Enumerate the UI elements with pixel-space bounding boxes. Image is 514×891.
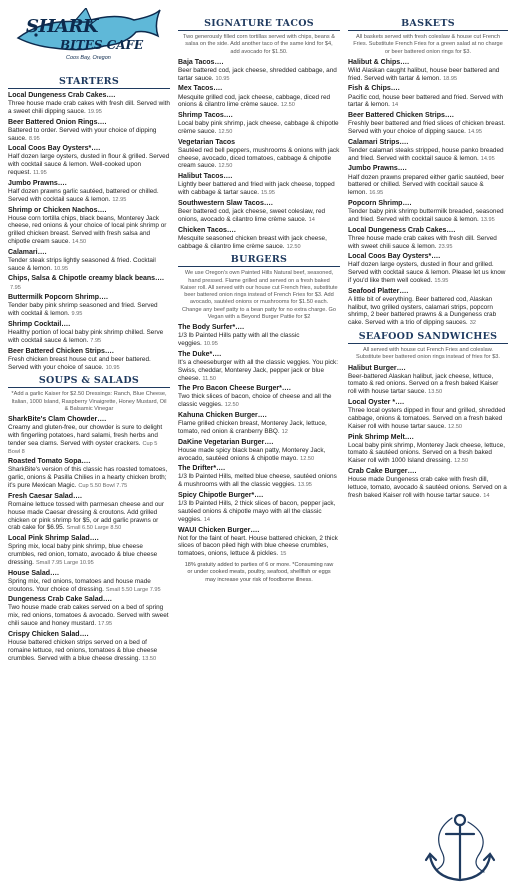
menu-item-price: Small 5.50 Large 7.95: [105, 586, 161, 593]
menu-item-description-text: Healthy portion of local baby pink shrimp chilled. Serve with cocktail sauce & lemon.: [8, 329, 164, 344]
menu-item-description-text: 1/3 lb Painted Hills patty with all the classic veggies.: [178, 332, 300, 348]
menu-item-name: Spicy Chipotle Burger*….: [178, 492, 264, 500]
menu-item: [348, 200, 508, 224]
menu-item-name: Crispy Chicken Salad….: [8, 630, 89, 638]
menu-item-description: [8, 215, 170, 246]
menu-item-description: [178, 393, 340, 409]
menu-item: [8, 493, 170, 532]
menu-item-description: [348, 261, 508, 284]
menu-item-name: Southwestern Slaw Tacos….: [178, 199, 273, 207]
menu-item-description-text: Local baby pink shrimp, Monterey Jack cheese, lettuce, tomato & sautéed onions. Served on a fresh baked Kaiser roll with 1000 Island dressing.: [348, 441, 506, 465]
menu-item-price: 7.95: [10, 284, 21, 291]
sandwiches-heading: SEAFOOD SANDWICHES: [348, 331, 508, 344]
menu-item-price: 32: [469, 320, 476, 327]
menu-item-description: [348, 94, 508, 110]
menu-item: [348, 165, 508, 196]
menu-item: [348, 288, 508, 327]
menu-item-description-text: 1/3 lb Painted Hills, 2 thick slices of bacon, pepper jack, sautéed onions & chipotle mayo with all the classic veggies.: [178, 500, 336, 523]
menu-item: [178, 200, 340, 224]
menu-item-description: [348, 120, 508, 136]
menu-item-description-text: Spring mix, local baby pink shrimp, blue cheese crumbles, red onion, tomato, avocado & blue cheese dressing.: [8, 543, 158, 566]
menu-item: [348, 434, 508, 465]
menu-item-description: [178, 67, 340, 83]
menu-item-price: Small 6.50 Large 8.50: [66, 525, 122, 532]
menu-item-description-text: Not for the faint of heart. House battered chicken, 2 thick slices of bacon piled high with blue cheese crumbles, tomatoes, onions, lettuce & pickles.: [178, 534, 338, 558]
menu-item-name: Seafood Platter….: [348, 287, 409, 295]
menu-item-description-text: Romaine lettuce tossed with parmesan cheese and our house made Caesar dressing & croutons. Add grilled chicken or pink shrimp for $5, or add garlic prawns or crab cake for $6.95.: [8, 500, 164, 532]
menu-item-description: [8, 153, 170, 176]
menu-item: [178, 139, 340, 170]
menu-item: [348, 139, 508, 163]
menu-item-price: 14: [483, 492, 490, 499]
menu-item-price: Small 7.95 Large 10.95: [35, 559, 94, 566]
menu-item-name: WAUI Chicken Burger….: [178, 526, 260, 534]
menu-item-price: 12.50: [218, 163, 233, 170]
menu-item-description-text: SharkBite's version of this classic has roasted tomatoes, garlic, onions & Pasilla Chilies in a hearty chicken broth; it's pure Mexican Magic.: [8, 466, 168, 490]
column-right: [348, 8, 508, 503]
logo-subtitle: BITES CAFE: [60, 38, 144, 52]
menu-item-name: Calamari….: [8, 248, 47, 256]
menu-item-description: [8, 639, 170, 662]
menu-item-description: [178, 332, 340, 348]
menu-item-description: [348, 296, 508, 327]
menu-item: [8, 119, 170, 143]
baskets-list: [348, 59, 508, 327]
menu-item-price: 12.95: [112, 196, 127, 203]
burgers-list: [178, 324, 340, 558]
starters-list: [8, 92, 170, 371]
menu-item-description: [348, 67, 508, 83]
menu-item-name: Jumbo Prawns….: [348, 165, 407, 173]
menu-item: [8, 348, 170, 372]
menu-item-description: [8, 356, 170, 372]
menu-item: [178, 59, 340, 83]
menu-item-price: Cup 5 Bowl 8: [8, 440, 158, 455]
menu-item-description: [8, 501, 170, 532]
menu-item-price: 11.50: [202, 375, 216, 382]
menu-item: [8, 294, 170, 318]
menu-item-description-text: Two house made crab cakes served on a bed of spring mix, red onions, tomatoes & avocado. Served with sweet chili sauce and honey mustard.: [8, 604, 169, 628]
menu-item-description-text: Freshly beer battered and fried slices of chicken breast. Served with your choice of dipping sauce.: [348, 120, 506, 135]
menu-item-name: House Salad….: [8, 569, 59, 577]
menu-item-price: 11.95: [33, 170, 47, 177]
menu-item-description-text: A little bit of everything. Beer battered cod, Alaskan halibut, two grilled oysters, calamari strips, popcorn shrimp, 2 beer battered prawns & a Dungeness crab cake. Served with a trio of dipping sauces.: [348, 295, 497, 327]
menu-item-description: [8, 127, 170, 143]
menu-item-name: Fish & Chips….: [348, 85, 400, 93]
menu-item-price: 12.50: [218, 129, 233, 135]
menu-item-price: 14.50: [72, 238, 87, 245]
menu-item-description: [178, 500, 340, 523]
menu-item-name: Halibut Burger….: [348, 364, 406, 372]
menu-item-price: 15.95: [261, 190, 275, 197]
menu-item-description-text: House made spicy black bean patty, Monterey Jack, avocado, sautéed onions & chipotle mayo.: [178, 446, 326, 462]
menu-item-description-text: Spring mix, red onions, tomatoes and house made croutons. Your choice of dressing.: [8, 577, 151, 593]
menu-item-price: 15.95: [434, 277, 449, 284]
menu-item-name: The Duke*….: [178, 350, 222, 358]
menu-item-name: Halibut Tacos….: [178, 173, 233, 181]
menu-item: [8, 92, 170, 116]
menu-item: [8, 416, 170, 455]
sandwiches-list: [348, 365, 508, 500]
menu-item-name: Mex Tacos….: [178, 85, 223, 93]
baskets-heading: BASKETS: [348, 18, 508, 31]
menu-item: [178, 324, 340, 348]
menu-item: [178, 439, 340, 463]
menu-item-price: 14: [308, 216, 315, 223]
menu-item: [8, 275, 170, 291]
menu-item-description: [8, 578, 170, 594]
menu-item-description: [348, 476, 508, 499]
menu-item-description-text: Mesquite grilled cod, jack cheese, cabbage, diced red onions & cilantro lime crème sauce.: [178, 93, 331, 109]
menu-item-price: 18.95: [443, 75, 458, 82]
menu-item-name: Dungeness Crab Cake Salad….: [8, 596, 112, 604]
menu-item-name: DaKine Vegetarian Burger….: [178, 438, 274, 446]
menu-item-name: Pink Shrimp Melt….: [348, 433, 414, 441]
logo-name: SHARK: [26, 16, 99, 37]
menu-item-description-text: 1/3 lb Painted Hills, melted blue cheese, sautéed onions & mushrooms with all the classic veggies.: [178, 473, 337, 489]
menu-item-name: Buttermilk Popcorn Shrimp….: [8, 294, 108, 302]
menu-item: [8, 321, 170, 345]
menu-item-name: Shrimp Tacos….: [178, 112, 233, 120]
menu-item-name: Roasted Tomato Sopa….: [8, 458, 91, 466]
menu-item: [178, 465, 340, 489]
menu-item-description: [178, 147, 340, 170]
menu-item-description-text: Fresh chicken breast house cut and beer battered. Served with your choice of sauce.: [8, 355, 151, 371]
anchor-icon: [412, 812, 508, 888]
menu-item-description-text: House corn tortilla chips, black beans, Monterey Jack cheese, red onions & your choice of local pink shrimp or grilled chicken breast. Served with fresh salsa and chipotle cream sauce.: [8, 214, 167, 245]
menu-item-price: 14.95: [480, 155, 495, 162]
menu-item-description: [348, 208, 508, 224]
menu-item-name: The Pro Bacon Cheese Burger*….: [178, 385, 291, 393]
menu-item-description-text: Pacific cod, house beer battered and fried. Served with tartar & lemon.: [348, 93, 504, 109]
menu-item: [178, 492, 340, 523]
menu-item-description-text: Half dozen large oysters, dusted in flour & grilled. Served with cocktail sauce & lemon. Well-cooked upon request.: [8, 153, 170, 177]
menu-item-name: Vegetarian Tacos: [178, 138, 236, 146]
menu-item-description-text: Tender baby pink shrimp buttermilk breaded, seasoned and fried. Served with cocktail sauce & lemon.: [348, 208, 504, 223]
menu-item: [8, 631, 170, 662]
menu-item: [178, 527, 340, 558]
menu-item-name: The Body Surfer*….: [178, 324, 245, 332]
menu-item-description: [8, 424, 170, 455]
menu-item-name: Kahuna Chicken Burger….: [178, 412, 267, 419]
menu-item-description-text: Flame grilled chicken breast, Monterey Jack, lettuce, tomato, red onion & cranberry BBQ.: [178, 420, 327, 435]
menu-item-description: [348, 442, 508, 465]
menu-item: [8, 570, 170, 594]
menu-item-description-text: Two thick slices of bacon, choice of cheese and all the classic veggies.: [178, 393, 332, 409]
column-middle: [178, 8, 340, 584]
menu-item-description: [348, 373, 508, 396]
menu-item-name: Calamari Strips….: [348, 138, 409, 146]
menu-item: [178, 85, 340, 109]
menu-item-name: The Drifter*….: [178, 465, 226, 473]
menu-item-description: [178, 181, 340, 197]
menu-item-price: 13.50: [428, 389, 443, 396]
soups-list: [8, 416, 170, 662]
menu-item-description-text: House battered chicken strips served on a bed of romaine lettuce, red onions, tomatoes & blue cheese crumbles. Served with a blue cheese dressing.: [8, 638, 158, 662]
logo: [8, 8, 170, 72]
menu-item-description-text: House made Dungeness crab cake with fresh dill, lettuce, tomato, avocado & sautéed onions. Served on a fresh baked Kaiser roll with house tartar sauce.: [348, 476, 507, 499]
menu-item-price: 23.95: [438, 243, 453, 250]
menu-item-description-text: Sautéed red bell peppers, mushrooms & onions with jack cheese, avocado, diced tomatoes, cabbage & chipotle cream sauce.: [178, 146, 340, 170]
menu-item-price: 17.95: [98, 621, 113, 628]
menu-item: [348, 112, 508, 136]
tacos-heading: SIGNATURE TACOS: [178, 18, 340, 31]
menu-item: [8, 596, 170, 627]
menu-item-description-text: Creamy and gluten-free, our chowder is sure to delight with fingerling potatoes, hard salami, fresh herbs and tender sea clams. Served with oyster crackers.: [8, 424, 163, 447]
menu-item-description: [8, 329, 170, 345]
menu-item: [348, 59, 508, 83]
menu-item-price: 14.95: [467, 129, 482, 135]
menu-item-description: [348, 407, 508, 430]
menu-item-name: Local Coos Bay Oysters*….: [8, 145, 101, 153]
menu-item-description-text: Battered to order. Served with your choice of dipping sauce.: [8, 126, 157, 142]
menu-item: [348, 365, 508, 396]
menu-item-name: Shrimp or Chicken Nachos….: [8, 206, 107, 214]
menu-item-price: Cup 5.50 Bowl 7.75: [78, 483, 128, 490]
menu-item-price: 12.50: [286, 243, 301, 250]
menu-item-description-text: Three local oysters dipped in flour and grilled, shredded cabbage, onions & tomatoes. Served on a fresh baked Kaiser roll with house tartar sauce.: [348, 407, 506, 430]
menu-item-price: 9.95: [71, 311, 83, 318]
menu-item: [8, 458, 170, 489]
menu-item-name: SharkBite's Clam Chowder….: [8, 416, 107, 424]
menu-item-price: 8.95: [28, 135, 40, 142]
menu-item-price: 10.95: [54, 265, 69, 272]
menu-item-price: 13.95: [480, 216, 495, 223]
menu-item-name: Fresh Caesar Salad….: [8, 492, 82, 500]
menu-item-description: [178, 120, 340, 136]
menu-item-price: 10.95: [203, 341, 218, 348]
menu-item-description-text: Beer-battered Alaskan halibut, jack cheese, lettuce, tomato & red onions. Served on a fresh baked Kaiser roll with house tartar sauce.: [348, 372, 499, 396]
menu-item-description-text: Wild Alaskan caught halibut, house beer battered and fried. Served with tartar & lemon.: [348, 66, 500, 82]
menu-item-description: [178, 535, 340, 558]
menu-item: [8, 249, 170, 273]
menu-item-description: [8, 284, 170, 292]
baskets-note: All baskets served with fresh coleslaw & house cut French Fries. Substitute French Fries for a green salad at no charge or beer battered onion rings for $3.: [353, 34, 503, 55]
menu-item: [178, 385, 340, 409]
soups-note: *Add a garlic Kaiser for $2.50 Dressings: Ranch, Blue Cheese, Italian, 1000 Island, Raspberry Vinaigrette, Honey Mustard, Oil & Balsamic Vinegar: [11, 391, 167, 412]
menu-item-description: [348, 174, 508, 197]
menu-item-name: Local Pink Shrimp Salad….: [8, 535, 99, 543]
menu-item-description-text: Tender calamari steaks stripped, house panko breaded and fried. Served with cocktail sauce & lemon.: [348, 146, 504, 162]
menu-item: [178, 412, 340, 436]
menu-item-description: [8, 188, 170, 204]
menu-item-price: 7.95: [90, 337, 102, 344]
menu-item-name: Halibut & Chips….: [348, 58, 410, 66]
menu-item-description-text: Beer battered cod, jack cheese, shredded cabbage, and tartar sauce.: [178, 66, 337, 82]
sandwiches-note: All served with house cut French Fries and coleslaw. Substitute beer battered onion rings instead of fries for $3.: [356, 347, 500, 361]
menu-item-name: Jumbo Prawns….: [8, 179, 67, 187]
soups-heading: SOUPS & SALADS: [8, 375, 170, 388]
menu-item-price: 15: [280, 551, 287, 558]
menu-item-description-text: Lightly beer battered and fried with jack cheese, topped with cabbage & tartar sauce.: [178, 181, 335, 197]
menu-item: [348, 85, 508, 109]
menu-item-price: 10.95: [105, 364, 120, 371]
menu-item: [348, 253, 508, 284]
menu-item-description: [178, 359, 340, 382]
menu-item-description: [178, 94, 340, 110]
menu-item-description-text: Three house made crab cakes with fresh dill. Served with a sweet chili dipping sauce.: [8, 100, 170, 115]
burgers-heading: BURGERS: [178, 254, 340, 267]
menu-item-price: 10.95: [215, 75, 230, 82]
menu-item-description-text: Mesquite seasoned chicken breast with jack cheese, cabbage & cilantro lime crème sauce.: [178, 234, 327, 250]
menu-item-description: [8, 604, 170, 627]
menu-item-name: Beer Battered Onion Rings….: [8, 118, 107, 126]
menu-item: [178, 112, 340, 136]
menu-item-price: 13.95: [297, 482, 312, 489]
menu-item-description-text: Half dozen large oysters, dusted in flour and grilled. Served with cocktail sauce & lemon. Please let us know if you'd like them well cooked.: [348, 261, 506, 284]
logo-location: Coos Bay, Oregon: [66, 55, 111, 61]
menu-item-name: Local Dungeness Crab Cakes….: [8, 92, 116, 99]
burgers-note: We use Oregon's own Painted Hills Natural beef, seasoned, hand pressed. Flame grilled and served on a fresh baked Kaiser roll. All served with our house cut French fries, substitute beer battered onion rings instead of French Fries for $3. Add avocado, sautéed onions or mushrooms for $1.50 each. Change any beef patty to a bean patty for no extra charge. Go Vegan with a Beyond Burger Pattie for $2: [180, 270, 338, 320]
menu-item: [8, 180, 170, 204]
menu-item-description: [178, 420, 340, 436]
menu-item-name: Chicken Tacos….: [178, 226, 236, 234]
menu-item-description: [8, 302, 170, 318]
menu-item-name: Beer Battered Chicken Strips….: [8, 347, 114, 355]
menu-item: [178, 227, 340, 251]
menu-item-price: 12.50: [448, 423, 463, 430]
menu-item-description-text: Tender steak strips lightly seasoned & fried. Cocktail sauce & lemon.: [8, 256, 156, 272]
menu-item-description-text: Tender baby pink shrimp seasoned and fried. Served with cocktail & lemon.: [8, 302, 158, 318]
tacos-note: Two generously filled corn tortillas served with chips, beans & salsa on the side. Add another taco of the same kind for $4, add avocado for $1.50.: [182, 34, 336, 55]
starters-heading: STARTERS: [8, 76, 170, 89]
menu-item-description-text: It's a cheeseburger with all the classic veggies. You pick: Swiss, cheddar, Monterey Jack, pepper jack or blue cheese.: [178, 358, 339, 382]
menu-item-name: Crab Cake Burger….: [348, 468, 417, 476]
menu-item-name: Popcorn Shrimp….: [348, 199, 412, 207]
menu-item-description: [348, 147, 508, 163]
menu-item-name: Shrimp Cocktail….: [8, 321, 71, 328]
menu-item-description-text: Half dozen prawns prepared either garlic sautéed, beer battered or chilled. Served with cocktail sauce & lemon.: [348, 173, 504, 197]
menu-item-description: [8, 466, 170, 489]
menu-item-price: 12.50: [224, 402, 239, 409]
menu-item-price: 12.50: [280, 102, 295, 109]
tacos-list: [178, 59, 340, 251]
menu-item-price: 12: [281, 428, 288, 435]
menu-item-description: [178, 447, 340, 463]
column-left: [8, 8, 170, 665]
menu-item-description: [8, 257, 170, 273]
menu-item-description: [8, 543, 170, 566]
menu-item-description: [178, 473, 340, 489]
menu-item-description: [178, 235, 340, 251]
menu-footnote: 18% gratuity added to parties of 6 or more. *Consuming raw or under cooked meats, poultry, seafood, shellfish or eggs may increase your risk of foodborne illness.: [184, 561, 334, 583]
menu-item-price: 14: [391, 102, 399, 109]
menu-item-price: 16.95: [369, 190, 384, 197]
menu-item: [178, 351, 340, 382]
menu-item-description-text: Local baby pink shrimp, jack cheese, cabbage & chipotle crème sauce.: [178, 120, 339, 135]
menu-item-description: [178, 208, 340, 224]
menu-item-description: [348, 235, 508, 251]
menu-item-description-text: Half dozen prawns garlic sautéed, battered or chilled. Served with cocktail sauce & lemon.: [8, 187, 159, 203]
menu-item-price: 14: [203, 516, 211, 523]
menu-item-name: Local Coos Bay Oysters*….: [348, 253, 441, 261]
menu-item-description-text: Three house made crab cakes with fresh dill. Served with sweet chili sauce & lemon.: [348, 234, 497, 250]
menu-item-name: Beer Battered Chicken Strips….: [348, 112, 454, 120]
menu-item: [8, 145, 170, 176]
menu-item: [8, 207, 170, 246]
menu-item-name: Chips, Salsa & Chipotle creamy black beans….: [8, 275, 164, 283]
menu-item-description-text: Beer battered cod, jack cheese, sweet coleslaw, red onions, avocado & cilantro lime crème sauce.: [178, 208, 326, 223]
menu-item: [348, 468, 508, 499]
menu-item-name: Local Dungeness Crab Cakes….: [348, 226, 456, 234]
menu-item-name: Baja Tacos….: [178, 58, 224, 66]
menu-item: [8, 535, 170, 566]
menu-item-price: 13.50: [142, 655, 157, 662]
menu-item-description: [8, 100, 170, 116]
menu-item-price: 12.50: [454, 458, 469, 465]
menu-item: [178, 173, 340, 197]
menu-item: [348, 399, 508, 430]
menu-item-price: 19.95: [87, 108, 102, 115]
menu-item-price: 12.50: [300, 455, 315, 462]
menu-item: [348, 227, 508, 251]
menu-item-name: Local Oyster *….: [348, 399, 405, 407]
